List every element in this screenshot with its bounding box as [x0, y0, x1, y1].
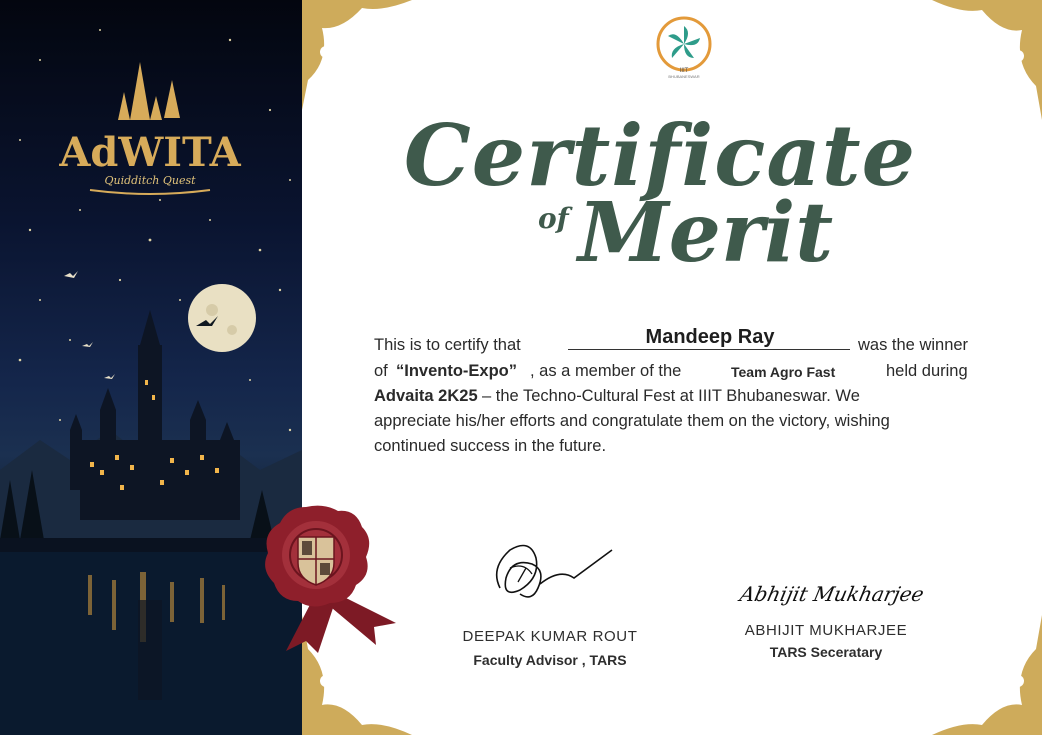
emblem-sub-label: BHUBANESWAR: [668, 74, 700, 79]
fest-name: Advaita 2K25: [374, 387, 478, 405]
corner-ornament-top-left: [302, 0, 422, 110]
title-merit: Merit: [578, 185, 834, 281]
emblem-label: IIIT: [679, 68, 689, 74]
certificate-title: Certificate: [403, 106, 917, 205]
logo-text: AdWITA: [59, 129, 241, 176]
signatory-2-signature: Abhijit Mukharjee: [737, 582, 927, 606]
event-name: “Invento-Expo”: [396, 362, 518, 380]
moon-icon: [188, 284, 256, 352]
team-name: Team Agro Fast: [731, 364, 836, 380]
body-line1-suffix: was the winner: [858, 336, 969, 354]
signatory-1-role: Faculty Advisor , TARS: [473, 652, 627, 668]
signature-deepak-kumar-rout: [480, 538, 620, 610]
signatory-2-role: TARS Seceratary: [769, 644, 883, 660]
recipient-name: Mandeep Ray: [645, 326, 775, 348]
body-line4: appreciate his/her efforts and congratulate them on the victory, wishing: [374, 412, 890, 430]
recipient-underline: [568, 349, 850, 350]
corner-ornament-top-right: [922, 0, 1042, 120]
title-of: of: [538, 202, 569, 235]
body-line3-suffix: – the Techno-Cultural Fest at IIIT Bhubaneswar. We: [482, 387, 860, 405]
signatory-2-name: ABHIJIT MUKHARJEE: [744, 622, 908, 639]
body-line5: continued success in the future.: [374, 437, 607, 455]
wax-seal-icon: [246, 503, 406, 653]
body-line2-prefix: of: [374, 362, 388, 380]
iiit-emblem-icon: [650, 14, 718, 80]
logo-subtitle: Quidditch Quest: [104, 174, 196, 187]
body-line2-suffix: held during: [886, 362, 968, 380]
adwita-logo: [118, 62, 180, 120]
signatory-1-name: DEEPAK KUMAR ROUT: [462, 628, 638, 645]
body-line2-middle: , as a member of the: [530, 362, 682, 380]
body-line1-prefix: This is to certify that: [374, 336, 521, 354]
